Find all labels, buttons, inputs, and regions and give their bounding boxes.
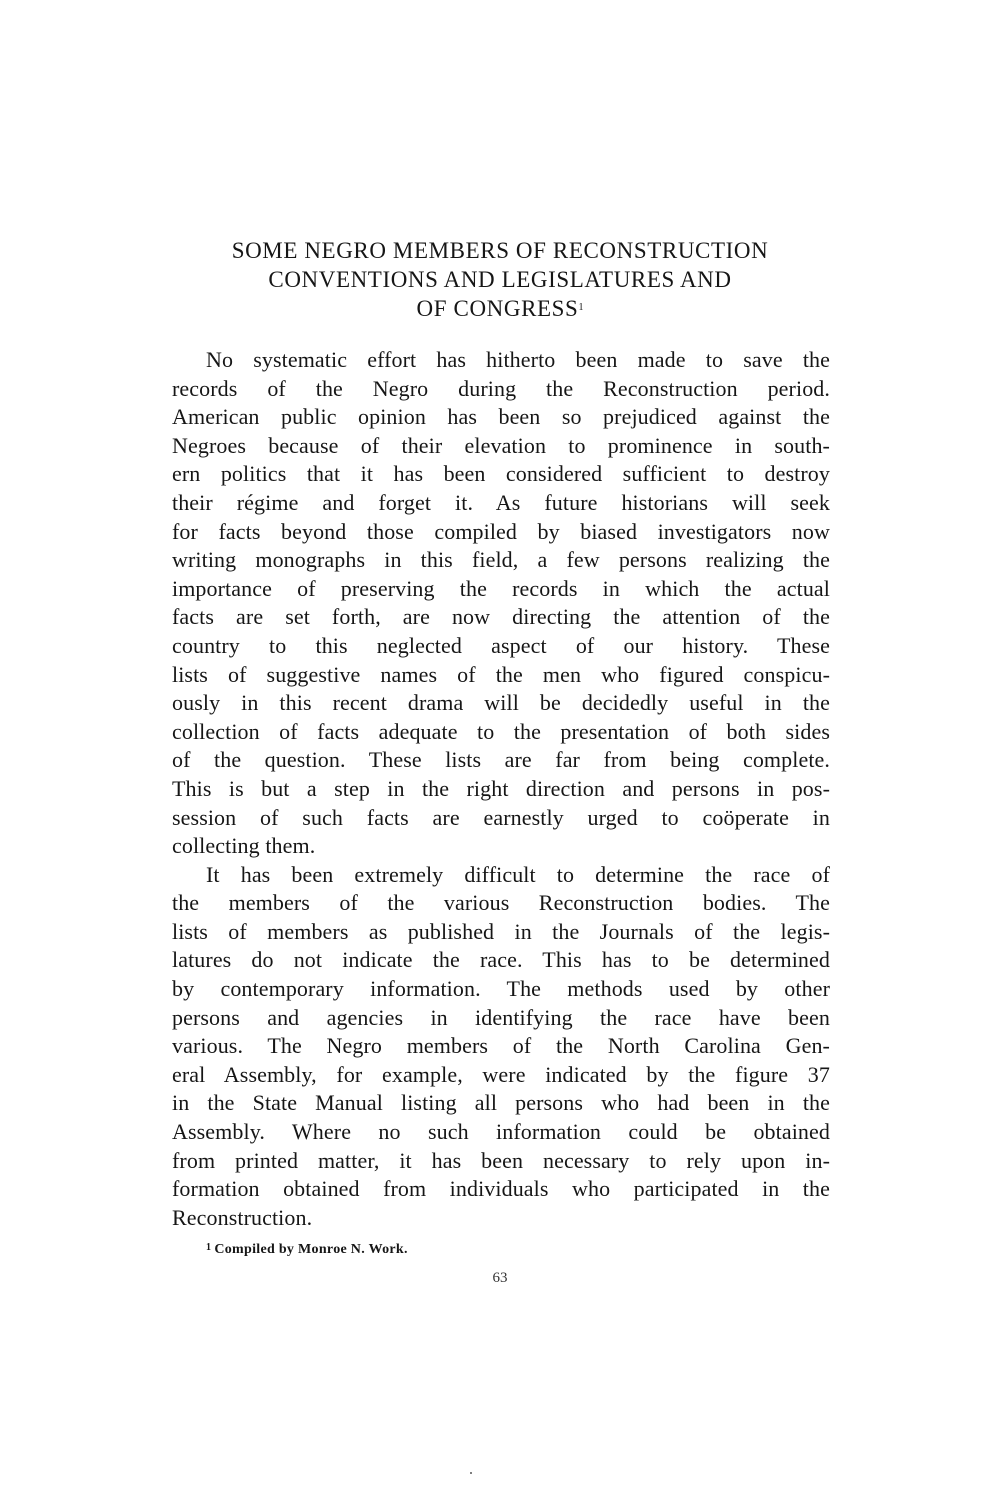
body-line: their régime and forget it. As future historians will seek [172,489,830,515]
body-line: persons and agencies in identifying the race have been [172,1004,830,1030]
body-line: This is but a step in the right direction and persons in pos- [172,775,830,801]
body-line: formation obtained from individuals who participated in the [172,1176,830,1202]
article-body [172,346,830,1232]
body-line: collection of facts adequate to the presentation of both sides [172,718,830,744]
body-line: lists of members as published in the Journals of the legis- [172,918,830,944]
body-line: Negroes because of their elevation to prominence in south- [172,432,830,458]
title-line-1: SOME NEGRO MEMBERS OF RECONSTRUCTION [231,238,769,263]
page-number: 63 [492,1270,508,1286]
footnote-text: Compiled by Monroe N. Work. [214,1242,408,1257]
body-line: for facts beyond those compiled by biased investigators now [172,518,830,544]
body-line: country to this neglected aspect of our history. These [172,632,830,658]
body-line: from printed matter, it has been necessary to rely upon in- [172,1147,830,1173]
body-line: ously in this recent drama will be decidedly useful in the [172,690,830,716]
article-title [150,236,850,323]
body-line: session of such facts are earnestly urged to coöperate in [172,804,830,830]
body-line: importance of preserving the records in which the actual [172,575,830,601]
title-footnote-mark: 1 [578,302,584,313]
scan-speck [470,1472,472,1474]
body-line: American public opinion has been so prejudiced against the [172,404,830,430]
footnote [206,1242,408,1258]
body-line: collecting them. [172,833,316,859]
body-line: Assembly. Where no such information could be obtained [172,1119,830,1145]
body-line: facts are set forth, are now directing the attention of the [172,604,830,630]
body-line: of the question. These lists are far from being complete. [172,747,830,773]
body-line: latures do not indicate the race. This has to be determined [172,947,830,973]
body-line: by contemporary information. The methods used by other [172,976,830,1002]
body-line: the members of the various Reconstruction bodies. The [172,890,830,916]
title-line-3 [150,294,850,323]
body-line: in the State Manual listing all persons who had been in the [172,1090,830,1116]
body-line: writing monographs in this field, a few persons realizing the [172,547,830,573]
body-line: eral Assembly, for example, were indicated by the figure 37 [172,1061,830,1087]
body-line: No systematic effort has hitherto been made to save the [206,347,830,372]
body-line: ern politics that it has been considered sufficient to destroy [172,461,830,487]
body-line: Reconstruction. [172,1204,313,1230]
title-line-2: CONVENTIONS AND LEGISLATURES AND [268,267,732,292]
body-line: It has been extremely difficult to determine the race of [206,861,830,887]
title-line-3-text: OF CONGRESS [416,296,579,321]
footnote-number: 1 [206,1242,212,1253]
body-line: various. The Negro members of the North Carolina Gen- [172,1033,830,1059]
body-line: records of the Negro during the Reconstruction period. [172,375,830,401]
body-line: lists of suggestive names of the men who figured conspicu- [172,661,830,687]
